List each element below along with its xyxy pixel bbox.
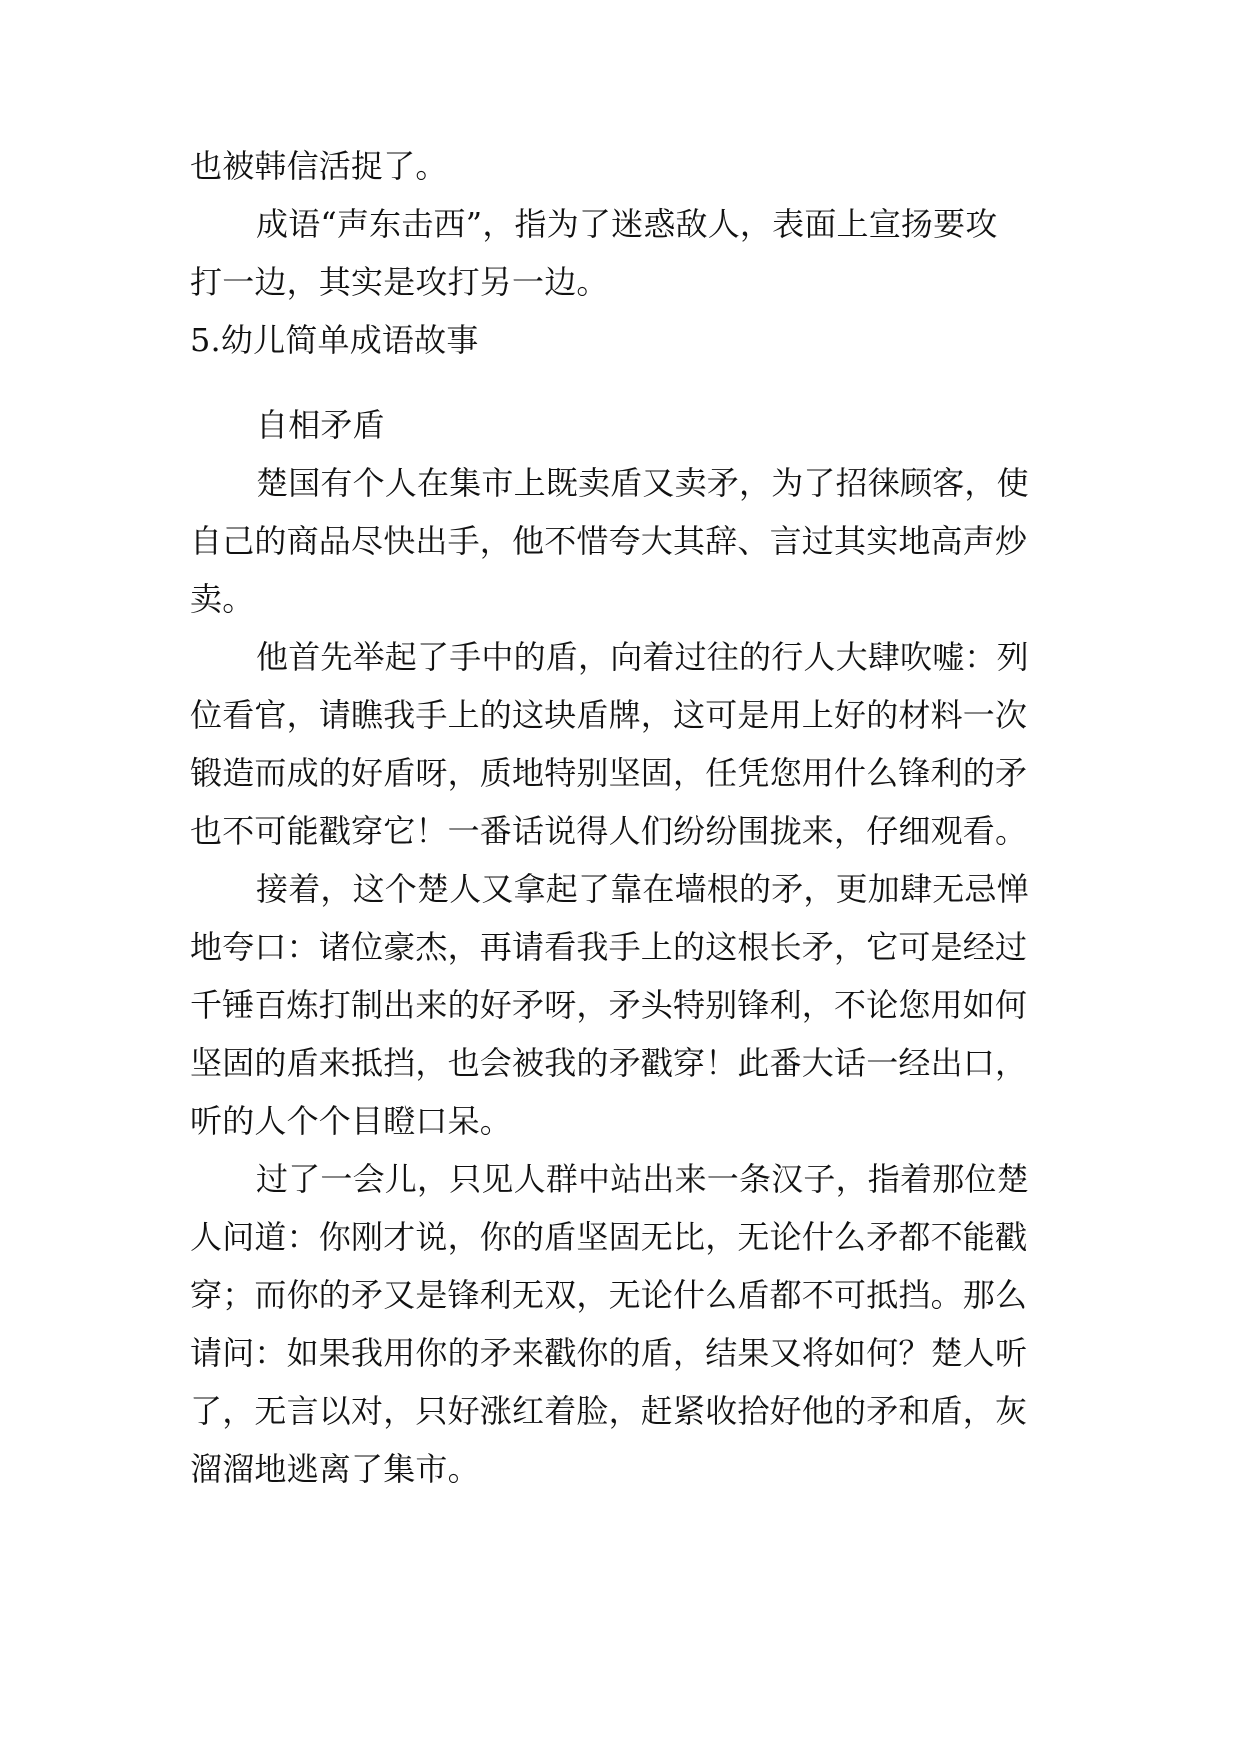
definition-line: 成语“声东击西”，指为了迷惑敌人，表面上宣扬要攻 xyxy=(256,205,998,243)
paragraph-line: 过了一会儿，只见人群中站出来一条汉子，指着那位楚 xyxy=(256,1160,1029,1198)
story-title: 自相矛盾 xyxy=(256,406,385,444)
story-paragraph-1 xyxy=(190,454,1060,628)
paragraph-line: 接着，这个楚人又拿起了靠在墙根的矛，更加肆无忌惮 xyxy=(256,870,1029,908)
paragraph-line: 卖。 xyxy=(190,580,255,618)
paragraph-line: 楚国有个人在集市上既卖盾又卖矛，为了招徕顾客，使 xyxy=(256,464,1029,502)
story-paragraph-3 xyxy=(190,860,1060,1150)
story-paragraph-2 xyxy=(190,628,1060,860)
section-heading: 5.幼儿简单成语故事 xyxy=(190,321,479,359)
story-paragraph-4 xyxy=(190,1150,1060,1498)
paragraph-line: 他首先举起了手中的盾，向着过往的行人大肆吹嘘：列 xyxy=(256,638,1029,676)
story-block xyxy=(190,396,1060,1498)
paragraph-line: 坚固的盾来抵挡，也会被我的矛戳穿！此番大话一经出口， xyxy=(190,1044,1028,1082)
paragraph-line: 穿；而你的矛又是锋利无双，无论什么盾都不可抵挡。那么 xyxy=(190,1276,1028,1314)
definition-line: 打一边，其实是攻打另一边。 xyxy=(190,263,609,301)
intro-line: 也被韩信活捉了。 xyxy=(190,147,448,185)
paragraph-line: 自己的商品尽快出手，他不惜夸大其辞、言过其实地高声炒 xyxy=(190,522,1028,560)
paragraph-line: 溜溜地逃离了集市。 xyxy=(190,1450,480,1488)
paragraph-line: 也不可能戳穿它！一番话说得人们纷纷围拢来，仔细观看。 xyxy=(190,812,1028,850)
paragraph-line: 地夸口：诸位豪杰，再请看我手上的这根长矛，它可是经过 xyxy=(190,928,1028,966)
paragraph-line: 听的人个个目瞪口呆。 xyxy=(190,1102,513,1140)
paragraph-line: 位看官，请瞧我手上的这块盾牌，这可是用上好的材料一次 xyxy=(190,696,1028,734)
paragraph-line: 请问：如果我用你的矛来戳你的盾，结果又将如何？楚人听 xyxy=(190,1334,1028,1372)
paragraph-line: 锻造而成的好盾呀，质地特别坚固，任凭您用什么锋利的矛 xyxy=(190,754,1028,792)
paragraph-line: 人问道：你刚才说，你的盾坚固无比，无论什么矛都不能戳 xyxy=(190,1218,1028,1256)
paragraph-line: 千锤百炼打制出来的好矛呀，矛头特别锋利，不论您用如何 xyxy=(190,986,1028,1024)
paragraph-line: 了，无言以对，只好涨红着脸，赶紧收拾好他的矛和盾，灰 xyxy=(190,1392,1028,1430)
intro-block xyxy=(190,137,1060,369)
